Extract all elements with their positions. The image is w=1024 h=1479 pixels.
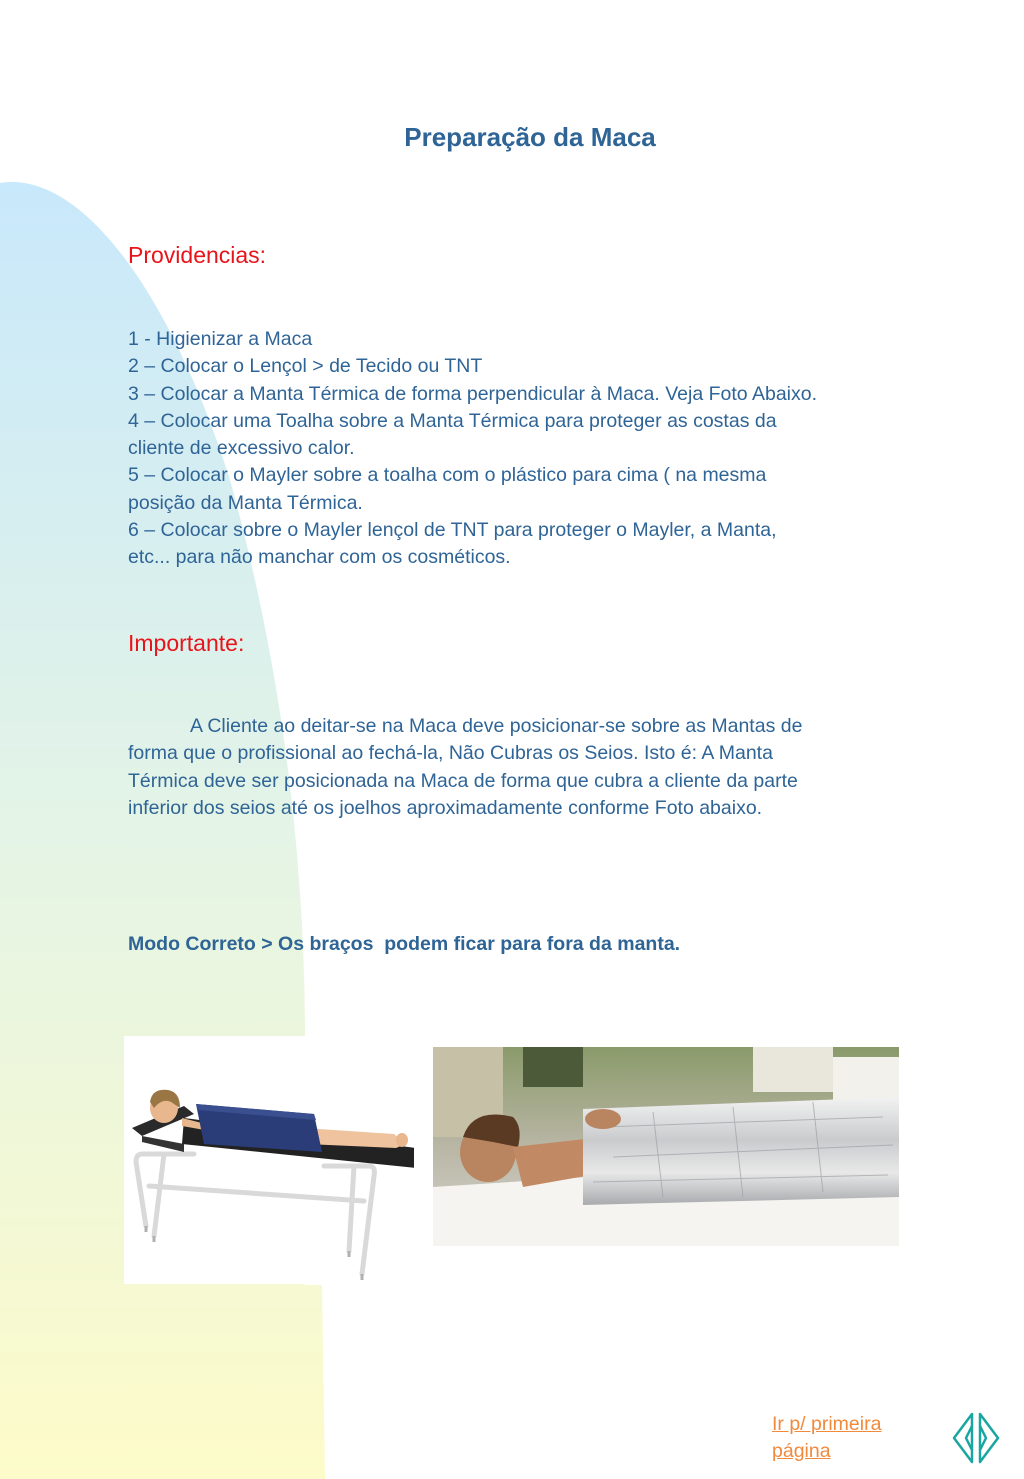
thermal-blanket-photo: [433, 1047, 899, 1246]
providencias-heading: Providencias:: [128, 242, 267, 268]
paragraph-line: A Cliente ao deitar-se na Maca deve posicionar-se sobre as Mantas de: [190, 715, 803, 737]
list-item: posição da Manta Térmica.: [128, 491, 363, 514]
paragraph-line: forma que o profissional ao fechá-la, Não Cubras os Seios. Isto é: A Manta: [128, 742, 773, 765]
double-arrow-icon[interactable]: [950, 1410, 1002, 1466]
page-title: Preparação da Maca: [404, 122, 656, 152]
list-item: 5 – Colocar o Mayler sobre a toalha com o plástico para cima ( na mesma: [128, 464, 767, 487]
list-item: etc... para não manchar com os cosméticos.: [128, 546, 511, 569]
treatment-bed-photo: [124, 1036, 414, 1284]
list-item: 4 – Colocar uma Toalha sobre a Manta Térmica para proteger as costas da: [128, 409, 777, 432]
first-page-link[interactable]: Ir p/ primeira página: [772, 1413, 882, 1462]
providencias-list: [128, 326, 948, 572]
photo-caption: Modo Correto > Os braços podem ficar para fora da manta.: [128, 933, 681, 955]
list-item: 1 - Higienizar a Maca: [128, 328, 313, 350]
list-item: 2 – Colocar o Lençol > de Tecido ou TNT: [128, 355, 483, 378]
list-item: cliente de excessivo calor.: [128, 437, 355, 460]
importante-paragraph: [128, 713, 948, 822]
list-item: 6 – Colocar sobre o Mayler lençol de TNT para proteger o Mayler, a Manta,: [128, 519, 777, 542]
paragraph-line: inferior dos seios até os joelhos aproximadamente conforme Foto abaixo.: [128, 796, 763, 819]
importante-heading: Importante:: [128, 630, 245, 656]
list-item: 3 – Colocar a Manta Térmica de forma perpendicular à Maca. Veja Foto Abaixo.: [128, 382, 818, 405]
paragraph-line: Térmica deve ser posicionada na Maca de forma que cubra a cliente da parte: [128, 769, 798, 792]
